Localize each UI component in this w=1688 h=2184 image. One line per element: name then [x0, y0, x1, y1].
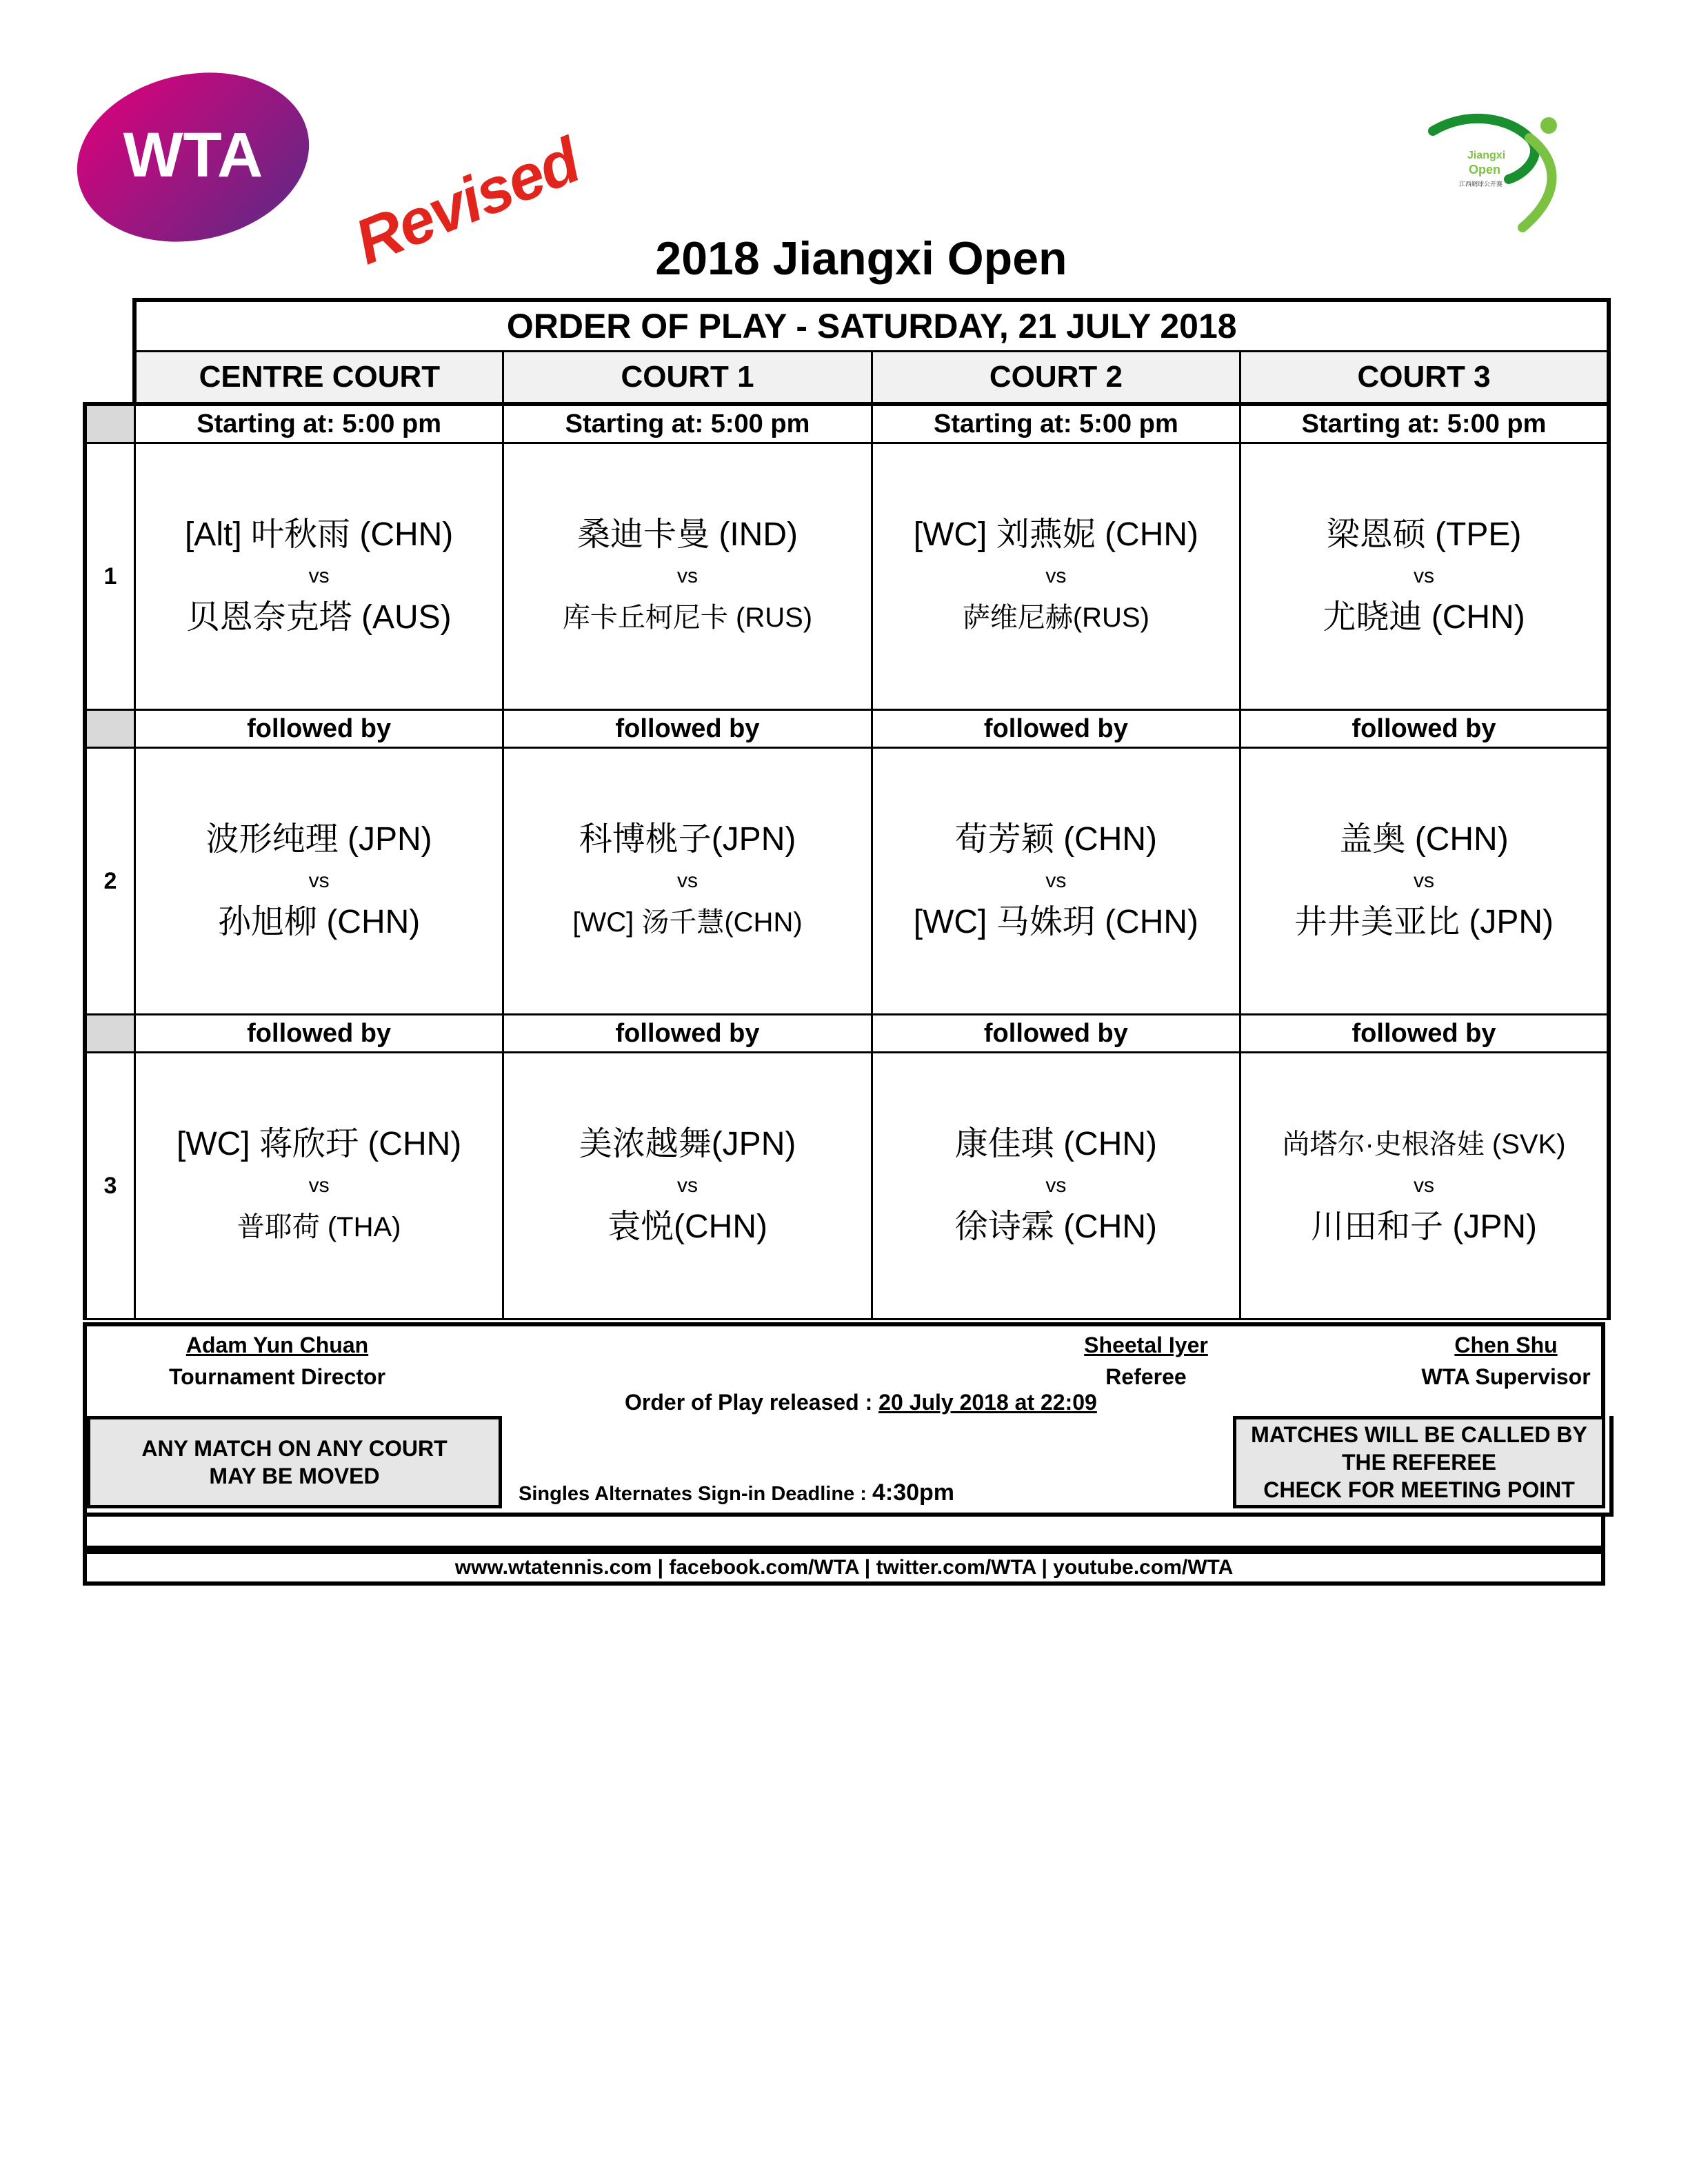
row-marker [85, 710, 134, 748]
alternates-deadline [519, 1479, 954, 1506]
tournament-title: 2018 Jiangxi Open [655, 232, 1067, 285]
vs-label: vs [1045, 565, 1067, 587]
player-1: 梁恩硕 (TPE) [1326, 516, 1522, 553]
order-of-play-table [83, 298, 1611, 1320]
match-cell [134, 748, 503, 1015]
deadline-time: 4:30pm [872, 1479, 955, 1506]
player-2: 徐诗霖 (CHN) [954, 1209, 1158, 1245]
player-2: 贝恩奈克塔 (AUS) [186, 599, 452, 636]
row-marker [85, 1015, 134, 1053]
jiangxi-open-logo [1426, 110, 1578, 234]
match-cell [1240, 443, 1609, 710]
vs-label: vs [677, 869, 699, 892]
match-move-notice [87, 1416, 502, 1508]
svg-text:Open: Open [1469, 163, 1501, 176]
order-of-play-heading: ORDER OF PLAY - SATURDAY, 21 JULY 2018 [134, 300, 1609, 352]
director-name: Adam Yun Chuan [185, 1333, 369, 1357]
player-1: 美浓越舞(JPN) [579, 1126, 796, 1162]
followed-by-label: followed by [1240, 710, 1609, 748]
supervisor-name: Chen Shu [1454, 1333, 1558, 1357]
player-1: [WC] 蒋欣玗 (CHN) [177, 1126, 462, 1162]
player-1: 荀芳颖 (CHN) [954, 821, 1158, 858]
vs-label: vs [677, 565, 699, 587]
player-2: [WC] 马姝玥 (CHN) [913, 904, 1199, 940]
notice-line: CHECK FOR MEETING POINT [1263, 1477, 1575, 1502]
tournament-director [142, 1329, 412, 1393]
match-cell [872, 443, 1240, 710]
order-released [625, 1390, 1097, 1415]
match-number: 3 [85, 1053, 134, 1320]
start-time: Starting at: 5:00 pm [1240, 404, 1609, 443]
supervisor-role: WTA Supervisor [1421, 1364, 1591, 1389]
player-1: 桑迪卡曼 (IND) [577, 516, 798, 553]
followed-by-label: followed by [503, 1015, 872, 1053]
director-role: Tournament Director [168, 1364, 386, 1389]
start-time: Starting at: 5:00 pm [503, 404, 872, 443]
match-cell [503, 748, 872, 1015]
vs-label: vs [308, 869, 330, 892]
wta-supervisor [1371, 1329, 1641, 1393]
vs-label: vs [1414, 565, 1435, 587]
player-1: [Alt] 叶秋雨 (CHN) [184, 516, 454, 553]
player-1: 尚塔尔·史根洛娃 (SVK) [1282, 1129, 1566, 1160]
player-2: 普耶荷 (THA) [237, 1212, 401, 1242]
svg-text:WTA: WTA [123, 120, 263, 190]
wta-logo [74, 72, 312, 243]
deadline-label: Singles Alternates Sign-in Deadline : [519, 1483, 872, 1505]
vs-label: vs [1045, 1174, 1067, 1197]
match-cell [872, 1053, 1240, 1320]
player-2: 井井美亚比 (JPN) [1294, 904, 1554, 940]
match-cell [134, 1053, 503, 1320]
followed-by-label: followed by [503, 710, 872, 748]
match-number: 1 [85, 443, 134, 710]
court-header: CENTRE COURT [134, 352, 503, 405]
match-number: 2 [85, 748, 134, 1015]
player-2: 库卡丘柯尼卡 (RUS) [562, 603, 813, 633]
referee-role: Referee [1105, 1364, 1187, 1389]
vs-label: vs [677, 1174, 699, 1197]
player-2: [WC] 汤千慧(CHN) [572, 907, 803, 938]
player-1: 康佳琪 (CHN) [954, 1126, 1158, 1162]
court-header: COURT 1 [503, 352, 872, 405]
match-cell [134, 443, 503, 710]
player-1: 波形纯理 (JPN) [205, 821, 432, 858]
start-time: Starting at: 5:00 pm [134, 404, 503, 443]
player-1: 科博桃子(JPN) [579, 821, 796, 858]
vs-label: vs [1414, 869, 1435, 892]
match-cell [503, 1053, 872, 1320]
player-1: [WC] 刘燕妮 (CHN) [913, 516, 1199, 553]
notice-line: ANY MATCH ON ANY COURT [141, 1436, 448, 1461]
blank-row [83, 1513, 1605, 1550]
notice-line: THE REFEREE [1341, 1450, 1497, 1475]
match-cell [1240, 1053, 1609, 1320]
player-2: 尤晓迪 (CHN) [1323, 599, 1525, 636]
vs-label: vs [308, 565, 330, 587]
notices-row [83, 1416, 1614, 1517]
followed-by-label: followed by [1240, 1015, 1609, 1053]
revised-stamp: Revised [345, 125, 589, 279]
svg-text:江西網球公开赛: 江西網球公开赛 [1459, 181, 1503, 188]
followed-by-label: followed by [872, 710, 1240, 748]
followed-by-label: followed by [134, 1015, 503, 1053]
released-date: 20 July 2018 at 22:09 [878, 1390, 1097, 1415]
notice-line: MATCHES WILL BE CALLED BY [1251, 1422, 1587, 1447]
player-1: 盖奥 (CHN) [1339, 821, 1509, 858]
vs-label: vs [308, 1174, 330, 1197]
referee [1011, 1329, 1281, 1393]
followed-by-label: followed by [134, 710, 503, 748]
released-label: Order of Play released : [625, 1390, 879, 1415]
svg-text:Jiangxi: Jiangxi [1467, 150, 1506, 161]
notice-line: MAY BE MOVED [209, 1464, 380, 1488]
match-cell [1240, 748, 1609, 1015]
player-2: 萨维尼赫(RUS) [962, 603, 1149, 633]
vs-label: vs [1045, 869, 1067, 892]
court-header: COURT 2 [872, 352, 1240, 405]
player-2: 孙旭柳 (CHN) [217, 904, 421, 940]
player-2: 袁悦(CHN) [607, 1209, 767, 1245]
referee-notice [1233, 1416, 1605, 1508]
court-header: COURT 3 [1240, 352, 1609, 405]
referee-name: Sheetal Iyer [1084, 1333, 1208, 1357]
match-cell [872, 748, 1240, 1015]
footer-links: www.wtatennis.com | facebook.com/WTA | twitter.com/WTA | youtube.com/WTA [83, 1550, 1605, 1586]
officials-section [83, 1322, 1605, 1420]
start-time: Starting at: 5:00 pm [872, 404, 1240, 443]
player-2: 川田和子 (JPN) [1311, 1209, 1538, 1245]
row-marker [85, 404, 134, 443]
followed-by-label: followed by [872, 1015, 1240, 1053]
match-cell [503, 443, 872, 710]
vs-label: vs [1414, 1174, 1435, 1197]
